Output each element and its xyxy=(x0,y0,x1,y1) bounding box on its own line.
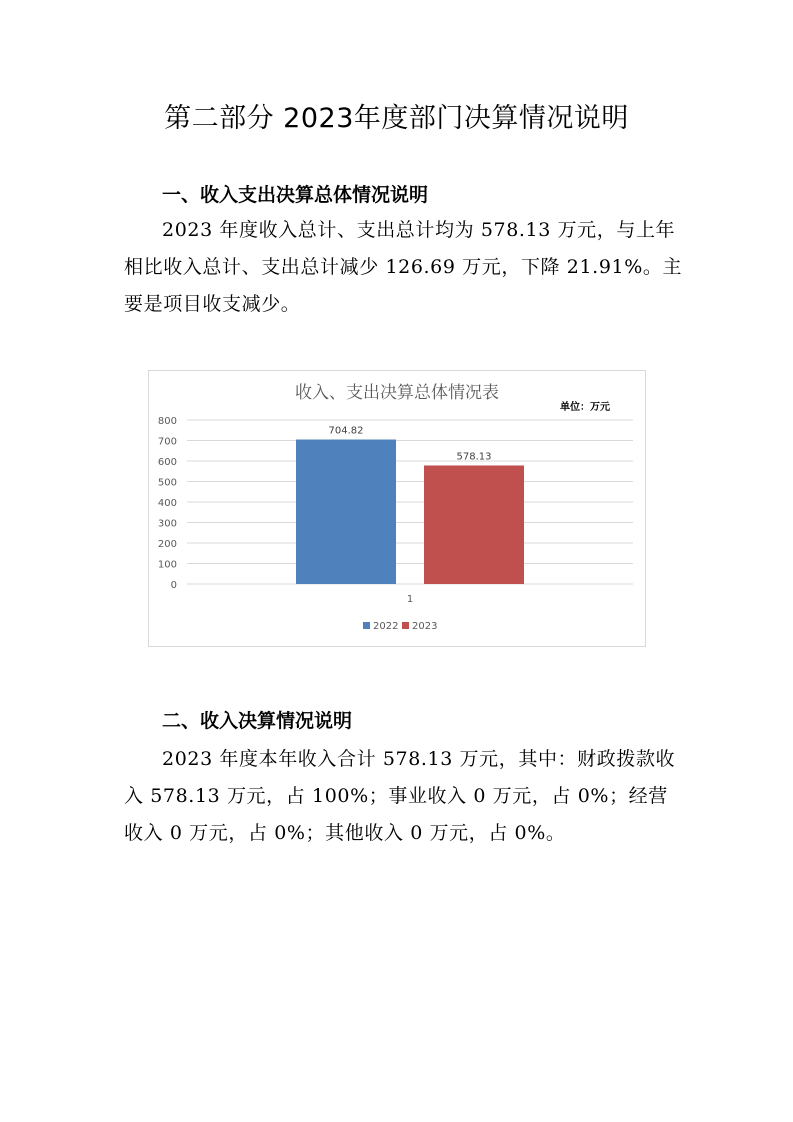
y-tick-label: 0 xyxy=(170,580,177,591)
x-category-label: 1 xyxy=(406,594,414,605)
legend-swatch-2023 xyxy=(402,622,409,629)
y-tick-label: 400 xyxy=(157,498,177,509)
chart-title: 收入、支出决算总体情况表 xyxy=(295,383,499,403)
data-label-2023: 578.13 xyxy=(456,451,492,463)
bar-2023 xyxy=(424,465,524,584)
legend-label-2022: 2022 xyxy=(373,621,399,632)
y-tick-label: 800 xyxy=(157,416,177,427)
legend-swatch-2022 xyxy=(363,622,370,629)
y-tick-label: 200 xyxy=(157,539,177,550)
y-tick-label: 700 xyxy=(157,436,177,448)
data-label-2022: 704.82 xyxy=(328,425,364,437)
y-tick-label: 500 xyxy=(157,477,177,489)
chart-unit-label: 单位：万元 xyxy=(560,402,610,413)
paragraph-income: 2023 年度本年收入合计 578.13 万元，其中：财政拨款收入 578.13 万元，占 100%；事业收入 0 万元，占 0%；经营收入 0 万元，占 0%；其他收入 0 万元，占 0%。 xyxy=(124,748,676,844)
y-tick-label: 300 xyxy=(157,518,177,530)
y-tick-label: 100 xyxy=(157,559,177,571)
bar-2022 xyxy=(296,440,396,584)
income-expense-chart xyxy=(148,370,646,647)
page-title: 第二部分 2023年度部门决算情况说明 xyxy=(164,103,629,134)
section-heading-income-expense-summary: 一、收入支出决算总体情况说明 xyxy=(162,184,429,206)
section-heading-income: 二、收入决算情况说明 xyxy=(162,710,353,732)
bar-chart-canvas xyxy=(149,371,645,646)
y-tick-label: 600 xyxy=(157,457,177,468)
legend-label-2023: 2023 xyxy=(412,621,438,632)
paragraph-income-expense-summary: 2023 年度收入总计、支出总计均为 578.13 万元，与上年相比收入总计、支出总计减少 126.69 万元，下降 21.91%。主要是项目收支减少。 xyxy=(124,219,683,315)
